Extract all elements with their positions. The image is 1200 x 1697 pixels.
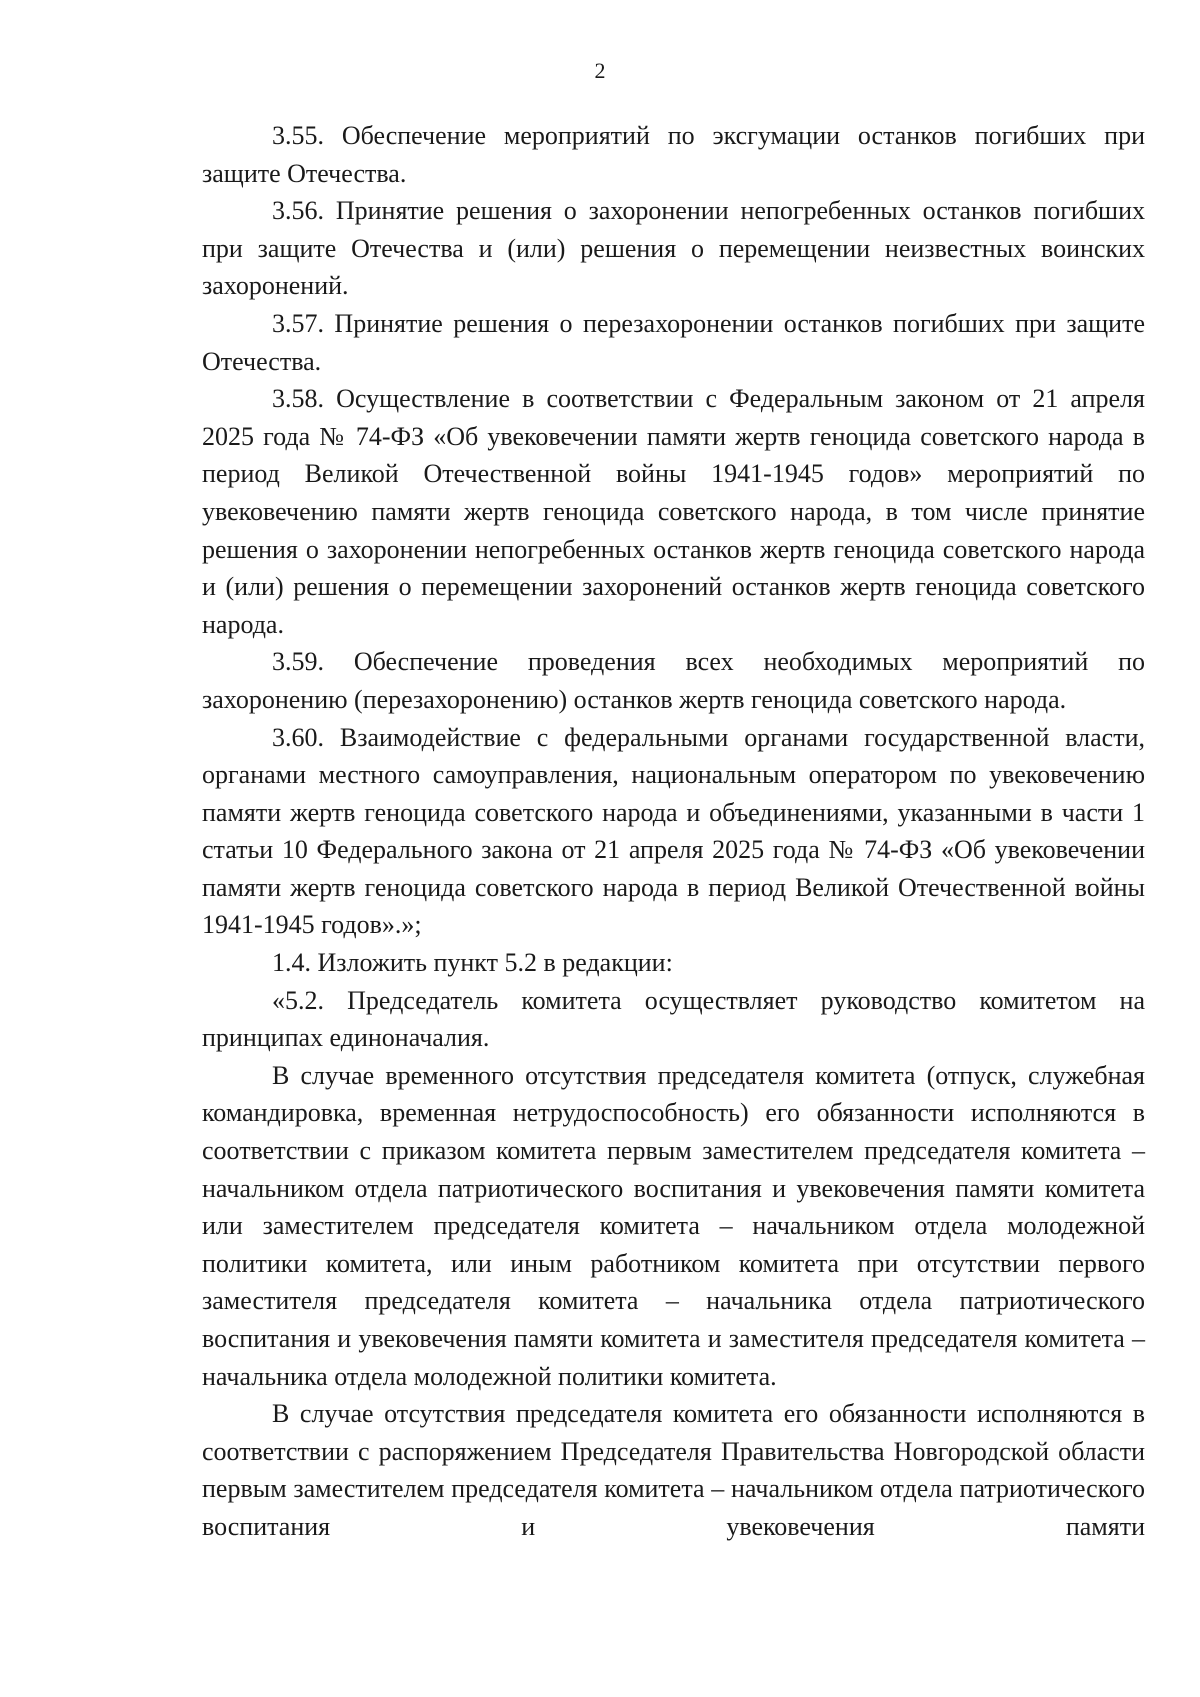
paragraph-temporary-absence: В случае временного отсутствия председателя комитета (отпуск, служебная командировка, временная нетрудоспособность) его обязанности исполняются в соответствии с приказом комитета первым заместителем председателя комитета – начальником отдела патриотического воспитания и увековечения памяти комитета или заместителем председателя комитета – начальником отдела молодежной политики комитета, или иным работником комитета при отсутствии первого заместителя председателя комитета – начальника отдела патриотического воспитания и увековечения памяти комитета и заместителя председателя комитета – начальника отдела молодежной политики комитета. [202, 1060, 1145, 1391]
paragraph-5-2: «5.2. Председатель комитета осуществляет руководство комитетом на принципах единоначалия. [202, 985, 1145, 1053]
paragraph-absence: В случае отсутствия председателя комитета его обязанности исполняются в соответствии с распоряжением Председателя Правительства Новгородской области первым заместителем председателя комитета – начальником отдела патриотического воспитания и увековечения памяти [202, 1399, 1145, 1541]
paragraph-3-58: 3.58. Осуществление в соответствии с Федеральным законом от 21 апреля 2025 года № 74-ФЗ «Об увековечении памяти жертв геноцида советского народа в период Великой Отечественной войны 1941-1945 годов» мероприятий по увековечению памяти жертв геноцида советского народа, в том числе принятие решения о захоронении непогребенных останков жертв геноцида советского народа и (или) решения о перемещении захоронений останков жертв геноцида советского народа. [202, 384, 1145, 639]
paragraph-3-56: 3.56. Принятие решения о захоронении непогребенных останков погибших при защите Отечества и (или) решения о перемещении неизвестных воинских захоронений. [202, 196, 1145, 301]
paragraph-3-57: 3.57. Принятие решения о перезахоронении останков погибших при защите Отечества. [202, 308, 1145, 376]
page-number: 2 [594, 58, 606, 83]
paragraph-1-4: 1.4. Изложить пункт 5.2 в редакции: [272, 948, 673, 978]
paragraph-3-59: 3.59. Обеспечение проведения всех необходимых мероприятий по захоронению (перезахоронению) останков жертв геноцида советского народа. [202, 647, 1145, 714]
paragraph-3-60: 3.60. Взаимодействие с федеральными органами государственной власти, органами местного самоуправления, национальным оператором по увековечению памяти жертв геноцида советского народа и объединениями, указанными в части 1 статьи 10 Федерального закона от 21 апреля 2025 года № 74-ФЗ «Об увековечении памяти жертв геноцида советского народа в период Великой Отечественной войны 1941-1945 годов».»; [202, 722, 1145, 940]
paragraph-3-55: 3.55. Обеспечение мероприятий по эксгумации останков погибших при защите Отечества. [202, 121, 1145, 188]
document-body [202, 117, 1145, 1546]
